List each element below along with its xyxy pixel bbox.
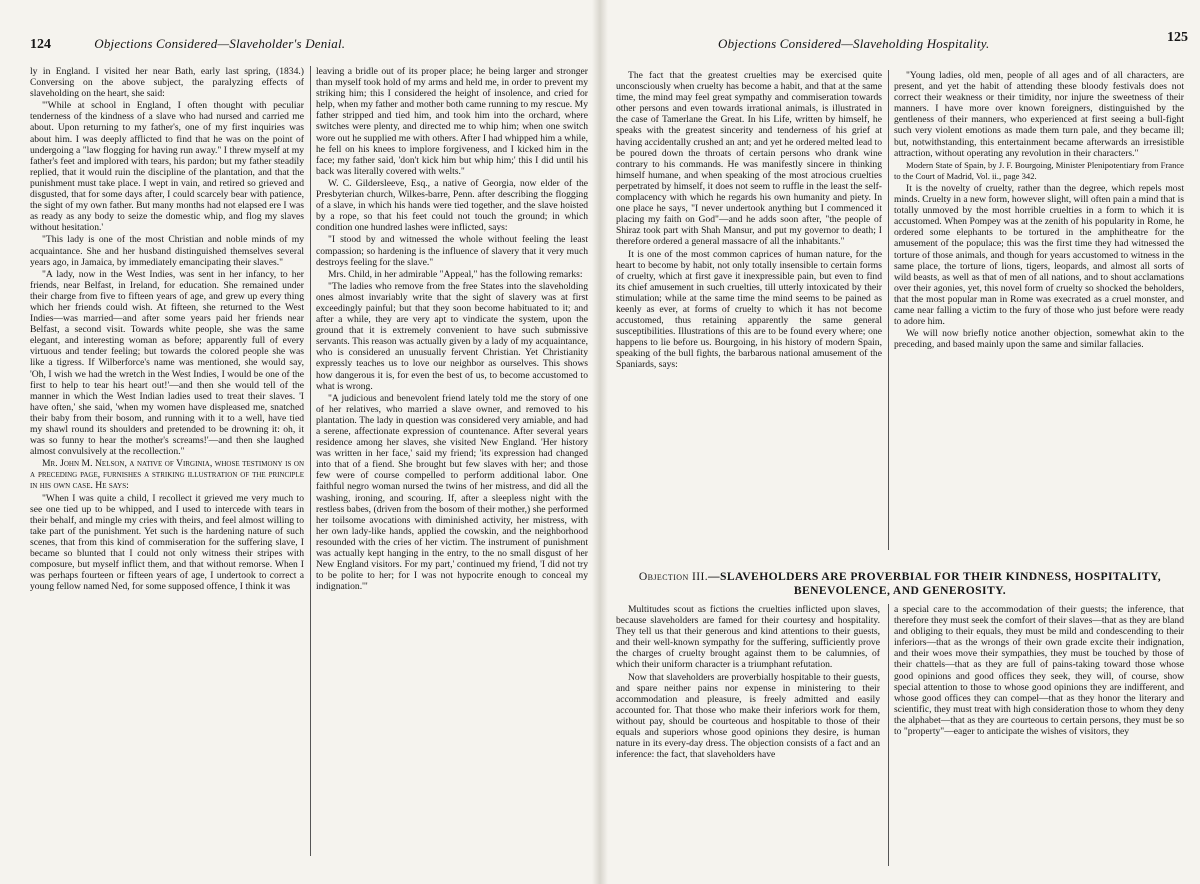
right-column-2 <box>894 70 1184 565</box>
paragraph: a special care to the accommodation of their guests; the inference, that therefore they must seek the comfort of their slaves—that as they are bland and obliging to their equals, they must be mild and condescending to their inferiors—that as the wrongs of their own grade excite their indignation, and their woes move their sympathies, they must be touched by those of their chattels—that as they are full of pains-taking toward those whose good opinions and good offices they seek, they will, of course, show special attention to those to whose good opinions they are indifferent, and whose good offices they can compel—that as they honor the literary and scientific, they must treat with high consideration those to whom they deny the alphabet—that as they are courteous to certain persons, they must be so to "property"—eager to anticipate the wishes of visitors, they <box>894 604 1184 738</box>
right-column-1 <box>616 70 882 565</box>
paragraph: "Young ladies, old men, people of all ages and of all characters, are present, and yet the habit of attending these bloody festivals does not correct their weakness or their timidity, nor injure the sweetness of their manners. I have more over known foreigners, distinguished by the gentleness of their manners, who experienced at first seeing a bull-fight such very violent emotions as made them turn pale, and they became ill; but, notwithstanding, this entertainment became afterwards an irresistible attraction, without operating any revolution in their characters." <box>894 70 1184 159</box>
left-page-header <box>30 36 590 54</box>
left-column-2 <box>316 66 588 861</box>
right-column-3 <box>616 604 880 868</box>
left-running-title: Objections Considered—Slaveholder's Denial. <box>94 36 346 51</box>
paragraph: Mrs. Child, in her admirable "Appeal," has the following remarks: <box>328 268 583 280</box>
paragraph: Now that slaveholders are proverbially hospitable to their guests, and spare neither pains nor expense in ministering to their accommodation and pleasure, is freely admitted and easily accounted for. That those who make their inferiors work for them, without pay, should be courteous and hospitable to those of their equals and superiors whose good opinions they desire, is human nature in its every-day dress. The objection consists of a fact and an inference: the fact, that slaveholders have <box>616 671 880 761</box>
objection-title: —SLAVEHOLDERS ARE PROVERBIAL FOR THEIR KINDNESS, HOSPITALITY, BENEVOLENCE, AND GENEROSITY. <box>708 570 1162 597</box>
paragraph: "This lady is one of the most Christian and noble minds of my acquaintance. She and her husband distinguished themselves several years ago, in Jamaica, by immediately emancipating their slaves." <box>30 234 304 268</box>
right-page <box>600 0 1200 884</box>
column-rule <box>888 604 889 866</box>
objection-heading <box>616 570 1184 600</box>
paragraph: "'While at school in England, I often thought with peculiar tenderness of the kindness of a slave who had nursed and carried me about. Upon returning to my father's, one of my first inquiries was about him. I was deeply afflicted to find that he was on the point of undergoing a "law flogging for having run away." I threw myself at my father's feet and implored with tears, his pardon; but my father steadily replied, that it would ruin the discipline of the plantation, and that the punishment must take place. I wept in vain, and retired so grieved and disgusted, that for some days after, I could scarcely bear with patience, the sight of my own father. But many months had not elapsed ere I was as ready as any body to seize the domestic whip, and flog my slaves without hesitation.' <box>30 100 304 234</box>
paragraph: It is the novelty of cruelty, rather than the degree, which repels most minds. Cruelty in a new form, however slight, will often pain a mind that is totally unmoved by the most horrible cruelties in a form to which it is accustomed. When Pompey was at the zenith of his popularity in Rome, he ordered some elephants to be tortured in the amphitheatre for the amusement of the populace; this was the first time they had witnessed the torture of those animals, and though for years accustomed to witness in the same place, the torture of lions, tigers, leopards, and almost all sorts of wild beasts, as well as that of men of all nations, and to shout acclamations over their agonies, yet, this novel form of cruelty so shocked the beholders, that the most popular man in Rome was execrated as a cruel monster, and came near falling a victim to the fury of those who just before were ready to adore him. <box>894 182 1184 328</box>
paragraph: It is one of the most common caprices of human nature, for the heart to become by habit, not only totally insensible to certain forms of cruelty, which at first gave it inexpressible pain, but even to find its chief amusement in such cruelties, till utterly intoxicated by their stimulation; while at the same time the mind seems to be pained as keenly as ever, at forms of cruelty to which it has not become accustomed, thus retaining apparently the same general susceptibilities. Illustrations of this are to be found every where; one happens to lie before us. Bourgoing, in his history of modern Spain, speaking of the bull fights, the barbarous national amusement of the Spaniards, says: <box>616 248 882 371</box>
objection-label: Objection III. <box>638 570 709 583</box>
paragraph: "When I was quite a child, I recollect it grieved me very much to see one tied up to be whipped, and I used to intercede with tears in their behalf, and mingle my cries with theirs, and feel almost willing to take part of the punishment. Yet such is the hardening nature of such scenes, that from this kind of commiseration for the suffering slave, I became so blunted that I could not only witness their stripes with composure, but myself inflict them, and that without remorse. When I was perhaps fourteen or fifteen years of age, I undertook to correct a young fellow named Ned, for some supposed offence, I think it was <box>30 492 304 593</box>
paragraph: Multitudes scout as fictions the cruelties inflicted upon slaves, because slaveholders are famed for their courtesy and hospitality. They tell us that their generous and kind attentions to their guests, and their well-known sympathy for the suffering, sufficiently prove the charges of cruelty brought against them to be calumnies, of which their uniform character is a triumphant refutation. <box>616 604 880 671</box>
footnote: Modern State of Spain, by J. F. Bourgoing, Minister Plenipotentiary from France to the Court of Madrid, Vol. ii., page 342. <box>894 159 1184 181</box>
right-column-4 <box>894 604 1184 868</box>
paragraph: We will now briefly notice another objection, somewhat akin to the preceding, and based mainly upon the same and similar fallacies. <box>894 328 1184 351</box>
left-page-number: 124 <box>30 37 51 52</box>
paragraph: W. C. Gildersleeve, Esq., a native of Georgia, now elder of the Presbyterian church, Wilkes-barre, Penn. after describing the flogging of a slave, in which his hands were tied together, and the slave hoisted by a rope, so that his feet could not touch the ground; in which condition one hundred lashes were inflicted, says: <box>316 177 588 234</box>
paragraph: ly in England. I visited her near Bath, early last spring, (1834.) Conversing on the above subject, the paralyzing effects of slaveholding on the heart, she said: <box>30 66 304 100</box>
paragraph: "I stood by and witnessed the whole without feeling the least compassion; so hardening is the influence of slavery that it very much destroys feeling for the slave." <box>316 234 588 268</box>
paragraph: Mr. John M. Nelson, a native of Virginia, whose testimony is on a preceding page, furnishes a striking illustration of the principle in his own case. He says: <box>30 458 304 492</box>
right-page-number: 125 <box>1167 30 1188 45</box>
paragraph: leaving a bridle out of its proper place; he being larger and stronger than myself took hold of my arms and held me, in order to prevent my striking him; this I considered the height of insolence, and cried for help, when my father and mother both came running to my rescue. My father stripped and tied him, and took him into the orchard, where switches were plenty, and directed me to whip him; when one switch wore out he supplied me with others. After I had whipped him a while, he fell on his knees to implore forgiveness, and I kicked him in the face; my father said, 'don't kick him but whip him;' this I did until his back was literally covered with welts." <box>316 66 588 177</box>
right-page-header <box>718 30 1188 54</box>
left-column-1 <box>30 66 304 861</box>
right-running-title: Objections Considered—Slaveholding Hospitality. <box>718 36 990 51</box>
paragraph: "A lady, now in the West Indies, was sent in her infancy, to her friends, near Belfast, in Ireland, for education. She remained under their charge from five to fifteen years of age, and grew up every thing which her friends could wish. At fifteen, she returned to the West Indies—was married—and after some years paid her friends near Belfast, a second visit. Towards white people, she was the same elegant, and interesting woman as before; apparently full of every virtuous and tender feeling; but towards the colored people she was like a tigress. If Wilberforce's name was mentioned, she would say, 'Oh, I wish we had the wretch in the West Indies, I would be one of the first to help to tear his heart out!'—and then she would tell of the manner in which the West Indian ladies used to treat their slaves. 'I have often,' she said, 'when my women have displeased me, snatched their baby from their bosom, and running with it to a well, have tied my shawl round its shoulders and pretended to be drowning it: oh, it was so funny to hear the mother's screams!'—and then she laughed almost convulsively at the recollection." <box>30 268 304 458</box>
column-rule <box>310 66 311 856</box>
paragraph: The fact that the greatest cruelties may be exercised quite unconsciously when cruelty has become a habit, and that at the same time, the mind may feel great sympathy and commiseration towards other persons and even towards irrational animals, is illustrated in the case of Tamerlane the Great. In his Life, written by himself, he speaks with the greatest sincerity and tenderness of his grief at having accidentally crushed an ant; and yet he ordered melted lead to be poured down the throats of certain persons who drank wine contrary to his commands. He was manifestly sincere in thinking himself humane, and when speaking of the most atrocious cruelties perpetrated by himself, it does not seem to ruffle in the least the self-complacency with which he regards his own humanity and piety. In one place he says, "I never undertook anything but I commenced it placing my faith on God"—and he adds soon after, "the people of Shiraz took part with Shah Mansur, and put my governor to death; I therefore ordered a general massacre of all the inhabitants." <box>616 70 882 248</box>
paragraph: "A judicious and benevolent friend lately told me the story of one of her relatives, who married a slave owner, and removed to his plantation. The lady in question was considered very amiable, and had a serene, affectionate expression of countenance. After several years residence among her slaves, she visited New England. 'Her history was written in her face,' said my friend; 'its expression had changed into that of a fiend. She brought but few slaves with her; and those few were of course compelled to perform additional labor. One faithful negro woman nursed the twins of her mistress, and did all the washing, ironing, and scouring. If, after a sleepless night with the restless babes, (driven from the bosom of their mother,) she performed her toilsome avocations with diminished activity, her mistress, with her own lady-like hands, applied the cowskin, and the neighborhood resounded with the cries of her victim. The instrument of punishment was actually kept hanging in the entry, to the no small disgust of her New England visitors. For my part,' continued my friend, 'I did not try to be polite to her; for I was not hypocrite enough to conceal my indignation.'" <box>316 392 588 593</box>
column-rule <box>888 70 889 550</box>
paragraph: "The ladies who remove from the free States into the slaveholding ones almost invariably write that the sight of slavery was at first exceedingly painful; but that they soon become habituated to it; and after a while, they are very apt to vindicate the system, upon the ground that it is extremely convenient to have such submissive servants. This reason was actually given by a lady of my acquaintance, who is considered an unusually fervent Christian. Yet Christianity expressly teaches us to love our neighbor as ourselves. This shows how dangerous it is, for even the best of us, to become accustomed to what is wrong. <box>316 280 588 392</box>
